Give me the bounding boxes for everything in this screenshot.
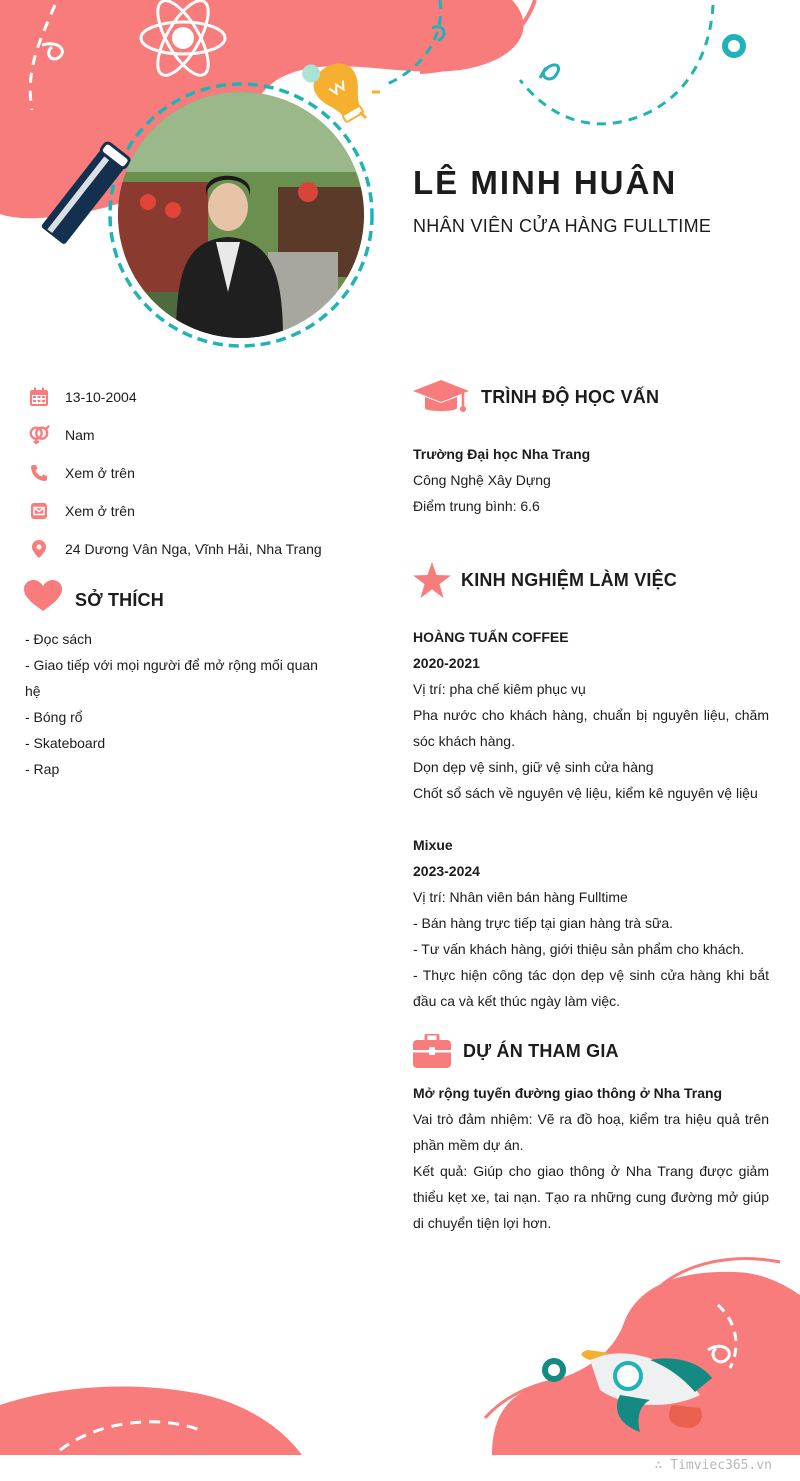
education-content (413, 441, 769, 519)
heart-icon (24, 580, 62, 612)
education-title: TRÌNH ĐỘ HỌC VẤN (481, 387, 660, 407)
project-name: Mở rộng tuyến đường giao thông ở Nha Trang (413, 1085, 723, 1101)
hobby-item: - Skateboard (25, 735, 106, 751)
hobby-item: - Rap (25, 761, 60, 777)
experience-title: KINH NGHIỆM LÀM VIỆC (461, 570, 678, 590)
job-line: Pha nước cho khách hàng, chuẩn bị nguyên liệu, chăm sóc khách hàng. (413, 707, 769, 749)
hobbies-list (25, 626, 330, 782)
candidate-name: LÊ MINH HUÂN (413, 164, 678, 201)
graduation-cap-icon (413, 380, 469, 416)
project-result: Kết quả: Giúp cho giao thông ở Nha Trang được giảm thiểu kẹt xe, tai nạn. Tạo ra những cung đường mở giúp di chuyển tiện lợi hơn. (413, 1163, 769, 1231)
candidate-position: NHÂN VIÊN CỬA HÀNG FULLTIME (413, 216, 712, 236)
job-line: - Thực hiện công tác dọn dẹp vệ sinh cửa hàng khi bắt đầu ca và kết thúc ngày làm việc. (413, 967, 769, 1009)
job-line: Chốt sổ sách về nguyên vệ liệu, kiểm kê nguyên vệ liệu (413, 785, 758, 801)
projects-title: DỰ ÁN THAM GIA (463, 1041, 619, 1061)
hobbies-title: SỞ THÍCH (75, 590, 164, 610)
project-role: Vai trò đảm nhiệm: Vẽ ra đồ hoạ, kiểm tra hiệu quả trên phần mềm dự án. (413, 1111, 769, 1153)
birthday-text: 13-10-2004 (65, 389, 137, 405)
job-entry (413, 832, 769, 1014)
school-name: Trường Đại học Nha Trang (413, 446, 591, 462)
job-period: 2023-2024 (413, 863, 480, 879)
phone-icon (28, 462, 50, 484)
email-row (28, 498, 358, 524)
calendar-icon (28, 386, 50, 408)
watermark: ∴ Timviec365.vn (654, 1458, 772, 1473)
job-company: Mixue (413, 837, 453, 853)
hobby-item: - Giao tiếp với mọi người để mở rộng mối quan hệ (25, 657, 318, 699)
job-line: - Tư vấn khách hàng, giới thiệu sản phẩm cho khách. (413, 941, 745, 957)
gender-icon (28, 424, 50, 446)
mail-icon (28, 500, 50, 522)
job-line: Vị trí: pha chế kiêm phục vụ (413, 681, 586, 697)
address-text: 24 Dương Vân Nga, Vĩnh Hải, Nha Trang (65, 541, 322, 557)
footer-decoration (0, 1240, 800, 1481)
location-pin-icon (28, 538, 50, 560)
job-line: Dọn dẹp vệ sinh, giữ vệ sinh cửa hàng (413, 759, 654, 775)
gender-row (28, 422, 358, 448)
profile-photo (118, 92, 364, 338)
job-period: 2020-2021 (413, 655, 480, 671)
gender-text: Nam (65, 427, 95, 443)
job-line: Vị trí: Nhân viên bán hàng Fulltime (413, 889, 628, 905)
hobby-item: - Bóng rổ (25, 709, 83, 725)
major: Công Nghệ Xây Dựng (413, 472, 551, 488)
phone-row (28, 460, 358, 486)
briefcase-icon (413, 1034, 451, 1068)
job-entry (413, 624, 769, 806)
hobby-item: - Đọc sách (25, 631, 92, 647)
header-decoration (0, 0, 800, 360)
email-text: Xem ở trên (65, 503, 135, 519)
address-row (28, 536, 358, 562)
job-line: - Bán hàng trực tiếp tại gian hàng trà sữa. (413, 915, 674, 931)
phone-text: Xem ở trên (65, 465, 135, 481)
birthday-row (28, 384, 358, 410)
gpa: Điểm trung bình: 6.6 (413, 498, 540, 514)
star-icon (413, 562, 451, 598)
job-company: HOÀNG TUẤN COFFEE (413, 629, 569, 645)
project-entry (413, 1080, 769, 1236)
